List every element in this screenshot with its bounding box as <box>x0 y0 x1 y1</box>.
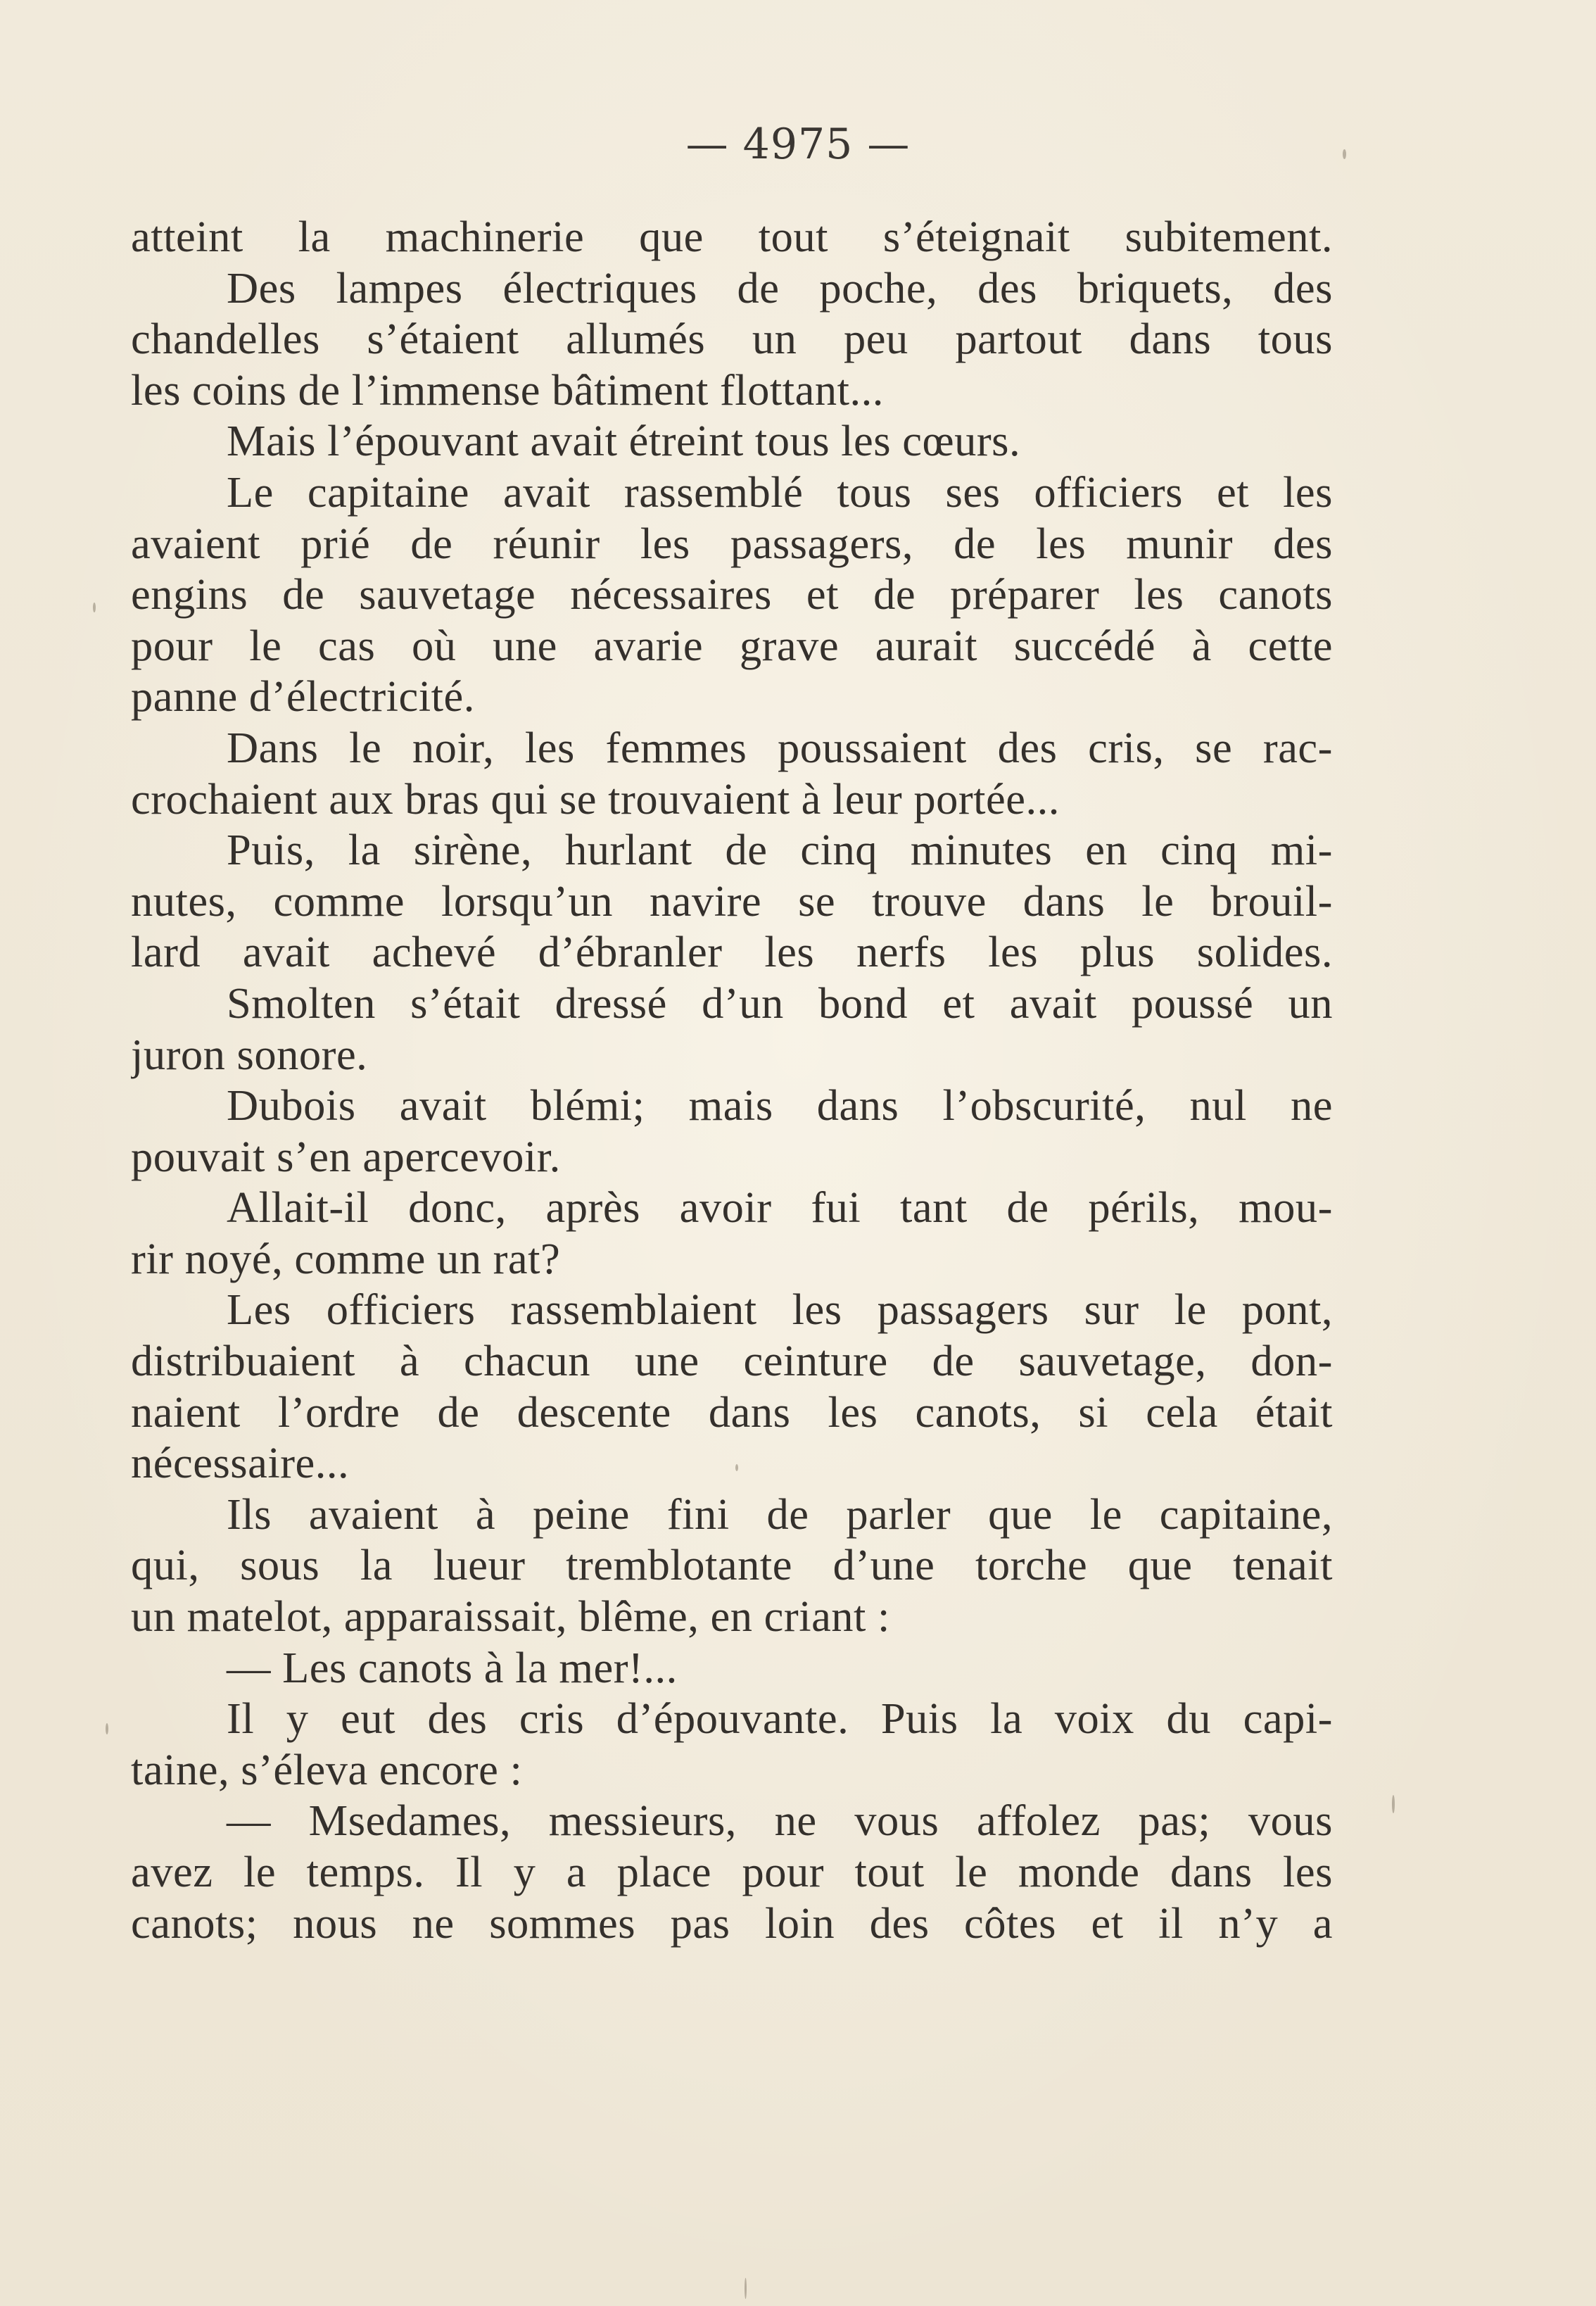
text-line: rir noyé, comme un rat? <box>131 1233 561 1283</box>
text-line: pour le cas où une avarie grave aurait succédé à cette <box>131 620 1333 670</box>
text-line: lard avait achevé d’ébranler les nerfs les plus solides. <box>131 927 1333 977</box>
paper-speck <box>1392 1795 1395 1813</box>
text-line: qui, sous la lueur tremblotante d’une torche que tenait <box>131 1540 1333 1590</box>
text-line: nécessaire... <box>131 1438 350 1488</box>
text-line: chandelles s’étaient allumés un peu partout dans tous <box>131 314 1333 364</box>
text-line: Puis, la sirène, hurlant de cinq minutes en cinq mi- <box>227 825 1333 875</box>
text-line: atteint la machinerie que tout s’éteignait subitement. <box>131 212 1333 261</box>
paper-speck <box>106 1723 108 1734</box>
text-line: Allait-il donc, après avoir fui tant de périls, mou- <box>227 1183 1333 1233</box>
page-number: — 4975 — <box>685 120 911 169</box>
text-line: Dans le noir, les femmes poussaient des cris, se rac- <box>227 722 1333 772</box>
text-line: — Les canots à la mer!... <box>227 1642 678 1692</box>
paper-speck <box>93 603 96 612</box>
text-line: un matelot, apparaissait, blême, en criant : <box>131 1592 890 1642</box>
text-line: avaient prié de réunir les passagers, de les munir des <box>131 518 1333 568</box>
paper-speck <box>735 1464 738 1471</box>
text-line: — Msedames, messieurs, ne vous affolez pas; vous <box>227 1796 1333 1846</box>
text-line: taine, s’éleva encore : <box>131 1744 523 1794</box>
body-text <box>131 211 1333 1948</box>
text-line: Mais l’épouvant avait étreint tous les cœurs. <box>227 416 1021 466</box>
text-line: naient l’ordre de descente dans les canots, si cela était <box>131 1387 1333 1437</box>
text-line: distribuaient à chacun une ceinture de sauvetage, don- <box>131 1336 1333 1386</box>
text-line: Des lampes électriques de poche, des briquets, des <box>227 263 1333 313</box>
text-line: juron sonore. <box>131 1029 368 1079</box>
text-line: Ils avaient à peine fini de parler que le capitaine, <box>227 1489 1333 1539</box>
text-line: nutes, comme lorsqu’un navire se trouve dans le brouil- <box>131 876 1333 926</box>
text-line: crochaient aux bras qui se trouvaient à leur portée... <box>131 774 1060 824</box>
text-line: pouvait s’en apercevoir. <box>131 1131 561 1181</box>
text-line: Dubois avait blémi; mais dans l’obscurité, nul ne <box>227 1080 1333 1130</box>
text-line: Smolten s’était dressé d’un bond et avait poussé un <box>227 978 1333 1028</box>
text-line: avez le temps. Il y a place pour tout le monde dans les <box>131 1847 1333 1896</box>
text-line: les coins de l’immense bâtiment flottant... <box>131 365 884 415</box>
text-line: panne d’électricité. <box>131 672 475 722</box>
paper-speck <box>1343 149 1346 159</box>
text-line: canots; nous ne sommes pas loin des côtes et il n’y a <box>131 1898 1333 1948</box>
text-line: Le capitaine avait rassemblé tous ses officiers et les <box>227 467 1333 517</box>
text-line: engins de sauvetage nécessaires et de préparer les canots <box>131 569 1333 619</box>
text-line: Il y eut des cris d’épouvante. Puis la voix du capi- <box>227 1694 1333 1744</box>
text-line: Les officiers rassemblaient les passagers sur le pont, <box>227 1285 1333 1335</box>
paper-speck <box>745 2278 747 2299</box>
